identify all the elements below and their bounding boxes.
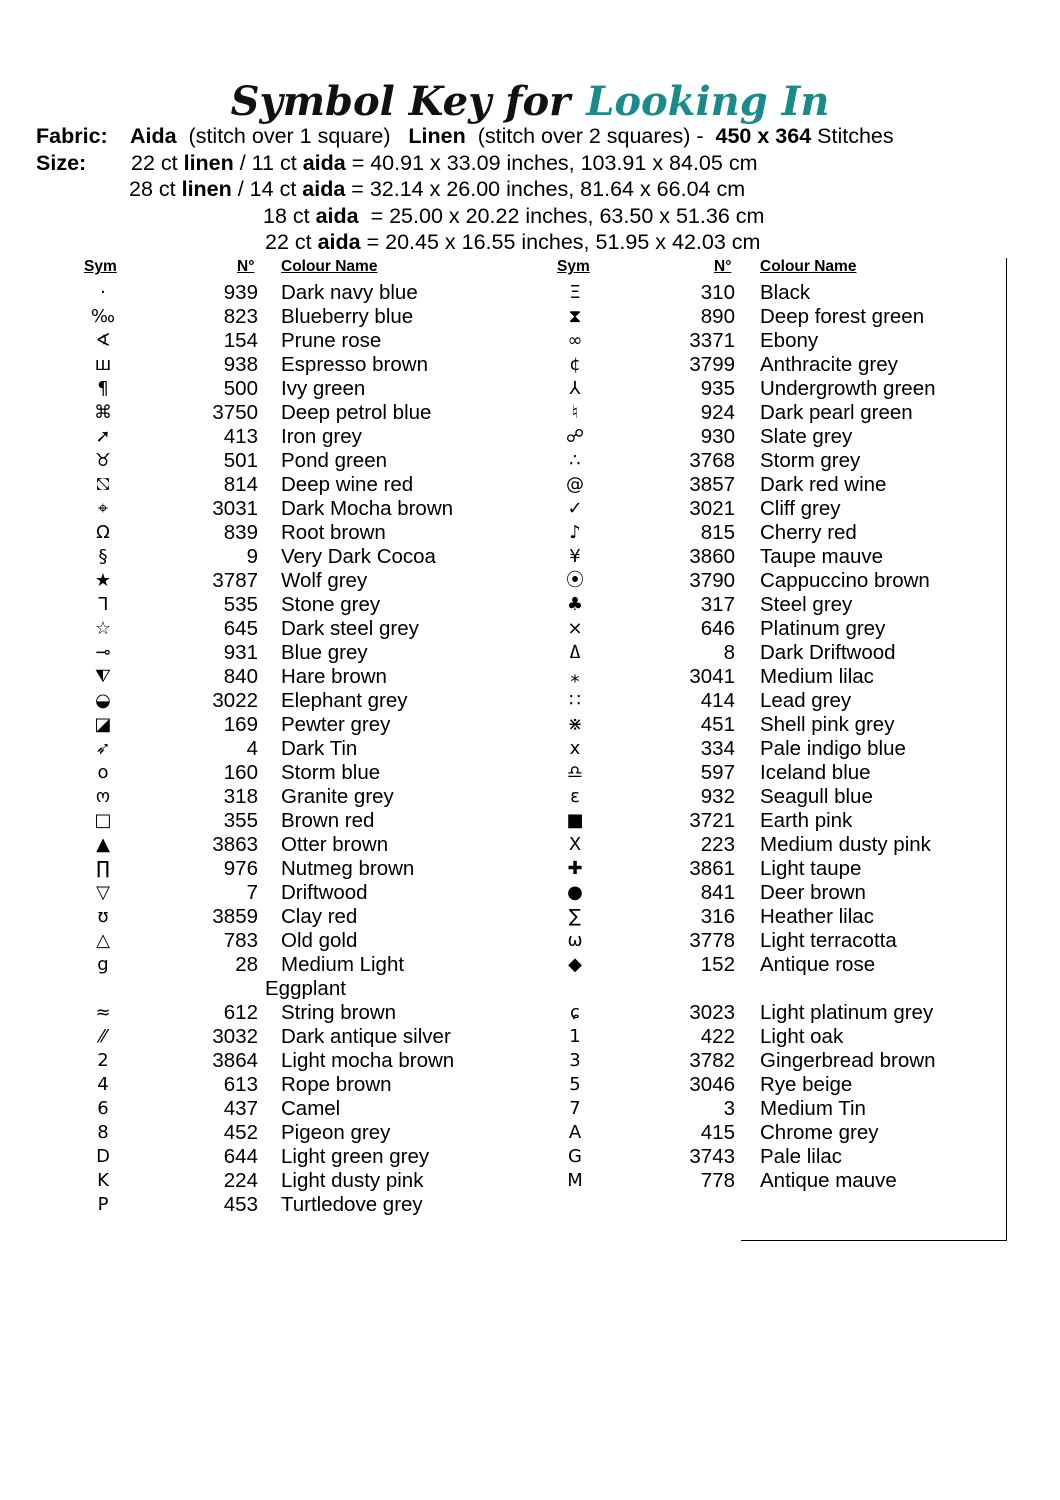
thread-number: 3778 (689, 929, 735, 952)
thread-number: 3768 (689, 449, 735, 472)
symbol-glyph: · (100, 282, 106, 303)
colour-name: Medium dusty pink (760, 833, 931, 856)
symbol-glyph: ∏ (96, 858, 110, 879)
colour-name: Driftwood (281, 881, 368, 904)
colour-name: Seagull blue (760, 785, 873, 808)
thread-number: 9 (246, 545, 258, 568)
thread-number: 778 (700, 1169, 735, 1192)
thread-number: 814 (223, 473, 258, 496)
colour-name: Medium Tin (760, 1097, 866, 1120)
colour-name: Espresso brown (281, 353, 428, 376)
symbol-glyph: 1 (569, 1026, 581, 1047)
colour-name: Dark Driftwood (760, 641, 896, 664)
colour-name: Cherry red (760, 521, 857, 544)
colour-name: Cliff grey (760, 497, 841, 520)
thread-number: 452 (223, 1121, 258, 1144)
thread-number: 3032 (212, 1025, 258, 1048)
symbol-glyph: X (568, 834, 582, 855)
colour-name: Storm grey (760, 449, 861, 472)
thread-number: 930 (700, 425, 735, 448)
symbol-glyph: ▽ (96, 882, 110, 903)
size-bold-1: aida (317, 230, 361, 254)
thread-number: 152 (700, 953, 735, 976)
colour-name: Blueberry blue (281, 305, 414, 328)
size-line-2-text (129, 176, 745, 203)
thread-number: 783 (223, 929, 258, 952)
symbol-glyph: Ξ (569, 282, 581, 303)
symbol-glyph: ɕ (570, 1002, 580, 1023)
symbol-glyph: ♪ (569, 522, 581, 543)
symbol-glyph: ● (567, 882, 583, 903)
thread-number: 938 (223, 353, 258, 376)
colour-name: Stone grey (281, 593, 381, 616)
symbol-glyph: ✓ (567, 498, 583, 519)
symbol-glyph: ¶ (97, 378, 109, 399)
thread-number: 841 (700, 881, 735, 904)
size-mid: / 11 ct (233, 150, 303, 175)
symbol-glyph: □ (94, 810, 112, 831)
size-post: = 32.14 x 26.00 inches, 81.64 x 66.04 cm (345, 177, 746, 201)
thread-number: 334 (700, 737, 735, 760)
symbol-glyph: ★ (94, 570, 112, 591)
size-line-3 (36, 203, 1036, 230)
colour-name: Storm blue (281, 761, 381, 784)
symbol-glyph: ♉ (94, 450, 112, 471)
symbol-glyph: g (97, 954, 109, 975)
size-line-4-text (265, 229, 760, 256)
thread-number: 3 (723, 1097, 735, 1120)
thread-number: 3859 (212, 905, 258, 928)
size-bold-2: aida (302, 177, 346, 201)
symbol-glyph: ʊ (97, 906, 109, 927)
symbol-glyph: 8 (97, 1122, 109, 1143)
thread-number: 976 (223, 857, 258, 880)
colour-name: Light taupe (760, 857, 862, 880)
thread-number: 890 (700, 305, 735, 328)
symbol-glyph: ⁄⁄ (99, 1026, 106, 1047)
thread-number: 316 (700, 905, 735, 928)
symbol-glyph: A (568, 1122, 582, 1143)
fabric-aida-note: (stitch over 1 square) (188, 124, 391, 148)
size-post: = 25.00 x 20.22 inches, 63.50 x 51.36 cm (358, 203, 765, 228)
thread-number: 840 (223, 665, 258, 688)
symbol-glyph: ◒ (95, 690, 111, 711)
symbol-glyph: ♮ (571, 402, 579, 423)
title-pattern-name: Looking In (586, 78, 830, 125)
colour-name: Prune rose (281, 329, 382, 352)
symbol-glyph: 7 (569, 1098, 581, 1119)
size-mid: / 14 ct (231, 177, 303, 201)
colour-name: Root brown (281, 521, 386, 544)
symbol-glyph: ¢ (569, 354, 581, 375)
thread-number: 3863 (212, 833, 258, 856)
symbol-glyph: ♎ (566, 762, 584, 783)
header-sym: Sym (84, 258, 117, 275)
size-line-4 (36, 229, 1036, 256)
symbol-glyph: K (97, 1170, 109, 1191)
fabric-details (130, 123, 894, 150)
symbol-glyph: 5 (569, 1074, 581, 1095)
thread-number: 597 (700, 761, 735, 784)
thread-number: 3787 (212, 569, 258, 592)
thread-number: 28 (235, 953, 258, 976)
symbol-glyph: ⧗ (568, 306, 582, 327)
thread-number: 415 (700, 1121, 735, 1144)
symbol-glyph: ≈ (95, 1002, 111, 1023)
symbol-glyph: ⁎ (570, 666, 580, 687)
thread-number: 4 (246, 737, 258, 760)
thread-number: 931 (223, 641, 258, 664)
thread-number: 501 (223, 449, 258, 472)
colour-name: Nutmeg brown (281, 857, 415, 880)
symbol-glyph: o (97, 762, 109, 783)
thread-number: 223 (700, 833, 735, 856)
colour-name: Shell pink grey (760, 713, 895, 736)
thread-number: 3022 (212, 689, 258, 712)
thread-number: 3743 (689, 1145, 735, 1168)
thread-number: 3864 (212, 1049, 258, 1072)
symbol-glyph: ∢ (95, 330, 111, 351)
colour-name: Lead grey (760, 689, 852, 712)
symbol-glyph: M (567, 1170, 583, 1191)
symbol-glyph: ⋇ (567, 714, 583, 735)
thread-number: 3750 (212, 401, 258, 424)
size-pre: 22 ct (265, 230, 318, 254)
colour-name: Cappuccino brown (760, 569, 930, 592)
symbol-glyph: P (97, 1194, 109, 1215)
table-border-right (1006, 258, 1007, 1241)
colour-name: Ivy green (281, 377, 366, 400)
colour-name: Antique rose (760, 953, 876, 976)
colour-name: Pewter grey (281, 713, 391, 736)
thread-number: 3861 (689, 857, 735, 880)
colour-name: Black (760, 281, 811, 304)
symbol-glyph: ∞ (567, 330, 583, 351)
colour-name: Dark navy blue (281, 281, 418, 304)
thread-number: 3782 (689, 1049, 735, 1072)
header-sym: Sym (557, 258, 590, 275)
colour-name: Pale lilac (760, 1145, 843, 1168)
symbol-glyph: ◆ (568, 954, 582, 975)
thread-number: 924 (700, 401, 735, 424)
symbol-glyph: ߡ (569, 642, 581, 663)
symbol-glyph: ◪ (94, 714, 112, 735)
symbol-glyph: ш (94, 354, 112, 375)
colour-name: Steel grey (760, 593, 853, 616)
colour-name: Heather lilac (760, 905, 874, 928)
size-pre: 28 ct (129, 177, 182, 201)
symbol-glyph: △ (96, 930, 110, 951)
colour-name: Camel (281, 1097, 341, 1120)
colour-name: Iron grey (281, 425, 362, 448)
symbol-glyph: ☆ (94, 618, 112, 639)
colour-name: Antique mauve (760, 1169, 897, 1192)
header-colour-name: Colour Name (281, 258, 378, 275)
fabric-aida: Aida (130, 124, 177, 148)
colour-name: String brown (281, 1001, 397, 1024)
symbol-glyph: ⌘ (94, 402, 112, 423)
thread-number: 3031 (212, 497, 258, 520)
colour-name-continued: Eggplant (265, 977, 346, 1000)
thread-number: 355 (223, 809, 258, 832)
fabric-label: Fabric: (36, 124, 108, 148)
size-bold-1: aida (315, 203, 359, 228)
size-pre: 18 ct (263, 203, 316, 228)
symbol-glyph: 2 (97, 1050, 109, 1071)
colour-name: Iceland blue (760, 761, 871, 784)
colour-name: Slate grey (760, 425, 853, 448)
symbol-glyph: Ω (96, 522, 110, 543)
title-prefix: Symbol Key for (230, 78, 571, 125)
size-line-3-text (263, 203, 764, 230)
colour-name: Rope brown (281, 1073, 392, 1096)
colour-name: Dark Mocha brown (281, 497, 454, 520)
thread-number: 3799 (689, 353, 735, 376)
thread-number: 3371 (689, 329, 735, 352)
symbol-glyph: § (98, 546, 108, 567)
symbol-glyph: ∷ (569, 690, 581, 711)
fabric-size-info (36, 123, 1036, 256)
size-label: Size: (36, 150, 87, 175)
colour-name: Pond green (281, 449, 388, 472)
thread-number: 169 (223, 713, 258, 736)
symbol-glyph: ɛ (570, 786, 580, 807)
colour-name: Pale indigo blue (760, 737, 906, 760)
colour-name: Deep petrol blue (281, 401, 432, 424)
colour-name: Ebony (760, 329, 819, 352)
size-pre: 22 ct (131, 150, 184, 175)
colour-name: Light oak (760, 1025, 844, 1048)
thread-number: 500 (223, 377, 258, 400)
thread-number: 224 (223, 1169, 258, 1192)
symbol-glyph: @ (566, 474, 584, 495)
symbol-glyph: ✚ (567, 858, 583, 879)
thread-number: 839 (223, 521, 258, 544)
thread-number: 932 (700, 785, 735, 808)
colour-name: Deep forest green (760, 305, 925, 328)
colour-name: Gingerbread brown (760, 1049, 936, 1072)
size-bold-1: linen (183, 150, 234, 175)
thread-number: 935 (700, 377, 735, 400)
colour-name: Light dusty pink (281, 1169, 424, 1192)
size-post: = 40.91 x 33.09 inches, 103.91 x 84.05 cm (345, 150, 758, 175)
thread-number: 451 (700, 713, 735, 736)
size-line-2 (36, 176, 1036, 203)
thread-number: 160 (223, 761, 258, 784)
colour-name: Clay red (281, 905, 358, 928)
table-border-bottom (741, 1240, 1007, 1241)
thread-number: 422 (700, 1025, 735, 1048)
colour-name: Dark Tin (281, 737, 358, 760)
thread-number: 154 (223, 329, 258, 352)
symbol-glyph: 6 (97, 1098, 109, 1119)
thread-number: 3857 (689, 473, 735, 496)
colour-name: Taupe mauve (760, 545, 884, 568)
colour-name: Dark red wine (760, 473, 887, 496)
colour-name: Light green grey (281, 1145, 430, 1168)
colour-name: Chrome grey (760, 1121, 879, 1144)
symbol-glyph: ო (95, 786, 111, 807)
colour-name: Dark antique silver (281, 1025, 451, 1048)
colour-name: Turtledove grey (281, 1193, 423, 1216)
stitch-word: Stitches (817, 124, 894, 148)
thread-number: 3860 (689, 545, 735, 568)
symbol-glyph: ➚ (95, 426, 111, 447)
symbol-glyph: ⊸ (95, 642, 111, 663)
symbol-glyph: ⛞ (95, 474, 111, 495)
symbol-glyph: ■ (566, 810, 584, 831)
symbol-glyph: D (96, 1146, 110, 1167)
colour-name: Old gold (281, 929, 358, 952)
colour-name: Dark pearl green (760, 401, 913, 424)
header-number: N° (714, 258, 732, 275)
symbol-glyph: ⨯ (567, 618, 583, 639)
thread-number: 7 (246, 881, 258, 904)
colour-name: Otter brown (281, 833, 389, 856)
colour-name: Dark steel grey (281, 617, 419, 640)
colour-name: Medium lilac (760, 665, 874, 688)
symbol-glyph: ♣ (566, 594, 584, 615)
symbol-glyph: ☍ (565, 426, 585, 447)
fabric-linen-note: (stitch over 2 squares) - (477, 124, 704, 148)
colour-name: Undergrowth green (760, 377, 936, 400)
colour-name: Very Dark Cocoa (281, 545, 436, 568)
colour-name: Platinum grey (760, 617, 886, 640)
symbol-glyph: ‰ (90, 306, 116, 327)
symbol-glyph: ω (567, 930, 583, 951)
thread-number: 815 (700, 521, 735, 544)
symbol-glyph: 4 (97, 1074, 109, 1095)
colour-name: Light platinum grey (760, 1001, 934, 1024)
stitch-count: 450 x 364 (715, 124, 812, 148)
colour-name: Deer brown (760, 881, 866, 904)
thread-number: 3721 (689, 809, 735, 832)
colour-name: Brown red (281, 809, 375, 832)
thread-number: 645 (223, 617, 258, 640)
colour-name: Elephant grey (281, 689, 408, 712)
symbol-glyph: ⦿ (566, 570, 584, 591)
thread-number: 3790 (689, 569, 735, 592)
symbol-glyph: ➶ (95, 738, 111, 759)
symbol-glyph: ¥ (569, 546, 581, 567)
colour-name: Blue grey (281, 641, 368, 664)
symbol-glyph: x (569, 738, 581, 759)
thread-number: 310 (700, 281, 735, 304)
size-bold-1: linen (181, 177, 232, 201)
thread-number: 3041 (689, 665, 735, 688)
colour-name: Wolf grey (281, 569, 368, 592)
thread-number: 644 (223, 1145, 258, 1168)
thread-number: 613 (223, 1073, 258, 1096)
symbol-glyph: 3 (569, 1050, 581, 1071)
thread-number: 414 (700, 689, 735, 712)
colour-name: Granite grey (281, 785, 394, 808)
thread-number: 453 (223, 1193, 258, 1216)
fabric-line (36, 123, 1036, 150)
thread-number: 939 (223, 281, 258, 304)
colour-name: Deep wine red (281, 473, 414, 496)
colour-name: Light terracotta (760, 929, 897, 952)
symbol-glyph: ⌖ (97, 498, 109, 519)
thread-number: 317 (700, 593, 735, 616)
thread-number: 3046 (689, 1073, 735, 1096)
colour-name: Rye beige (760, 1073, 853, 1096)
fabric-linen: Linen (408, 124, 466, 148)
symbol-glyph: ∑ (568, 906, 582, 927)
thread-number: 535 (223, 593, 258, 616)
size-line-1-text (131, 150, 757, 177)
thread-number: 646 (700, 617, 735, 640)
symbol-glyph: ∴ (569, 450, 581, 471)
colour-name: Anthracite grey (760, 353, 898, 376)
colour-name: Pigeon grey (281, 1121, 391, 1144)
symbol-glyph: ⅄ (569, 378, 581, 399)
size-post: = 20.45 x 16.55 inches, 51.95 x 42.03 cm (360, 230, 761, 254)
size-bold-2: aida (302, 150, 346, 175)
header-number: N° (237, 258, 255, 275)
thread-number: 3021 (689, 497, 735, 520)
symbol-glyph: ⧨ (94, 666, 112, 687)
colour-name: Light mocha brown (281, 1049, 455, 1072)
thread-number: 8 (723, 641, 735, 664)
thread-number: 437 (223, 1097, 258, 1120)
colour-name: Hare brown (281, 665, 387, 688)
colour-name: Earth pink (760, 809, 853, 832)
thread-number: 413 (223, 425, 258, 448)
thread-number: 823 (223, 305, 258, 328)
symbol-glyph: ▲ (96, 834, 110, 855)
thread-number: 318 (223, 785, 258, 808)
symbol-glyph: G (568, 1146, 582, 1167)
colour-name: Medium Light (281, 953, 405, 976)
page-title (0, 78, 1060, 125)
thread-number: 612 (223, 1001, 258, 1024)
size-line-1 (36, 150, 1036, 177)
header-colour-name: Colour Name (760, 258, 857, 275)
symbol-glyph: ᒣ (97, 594, 109, 615)
thread-number: 3023 (689, 1001, 735, 1024)
